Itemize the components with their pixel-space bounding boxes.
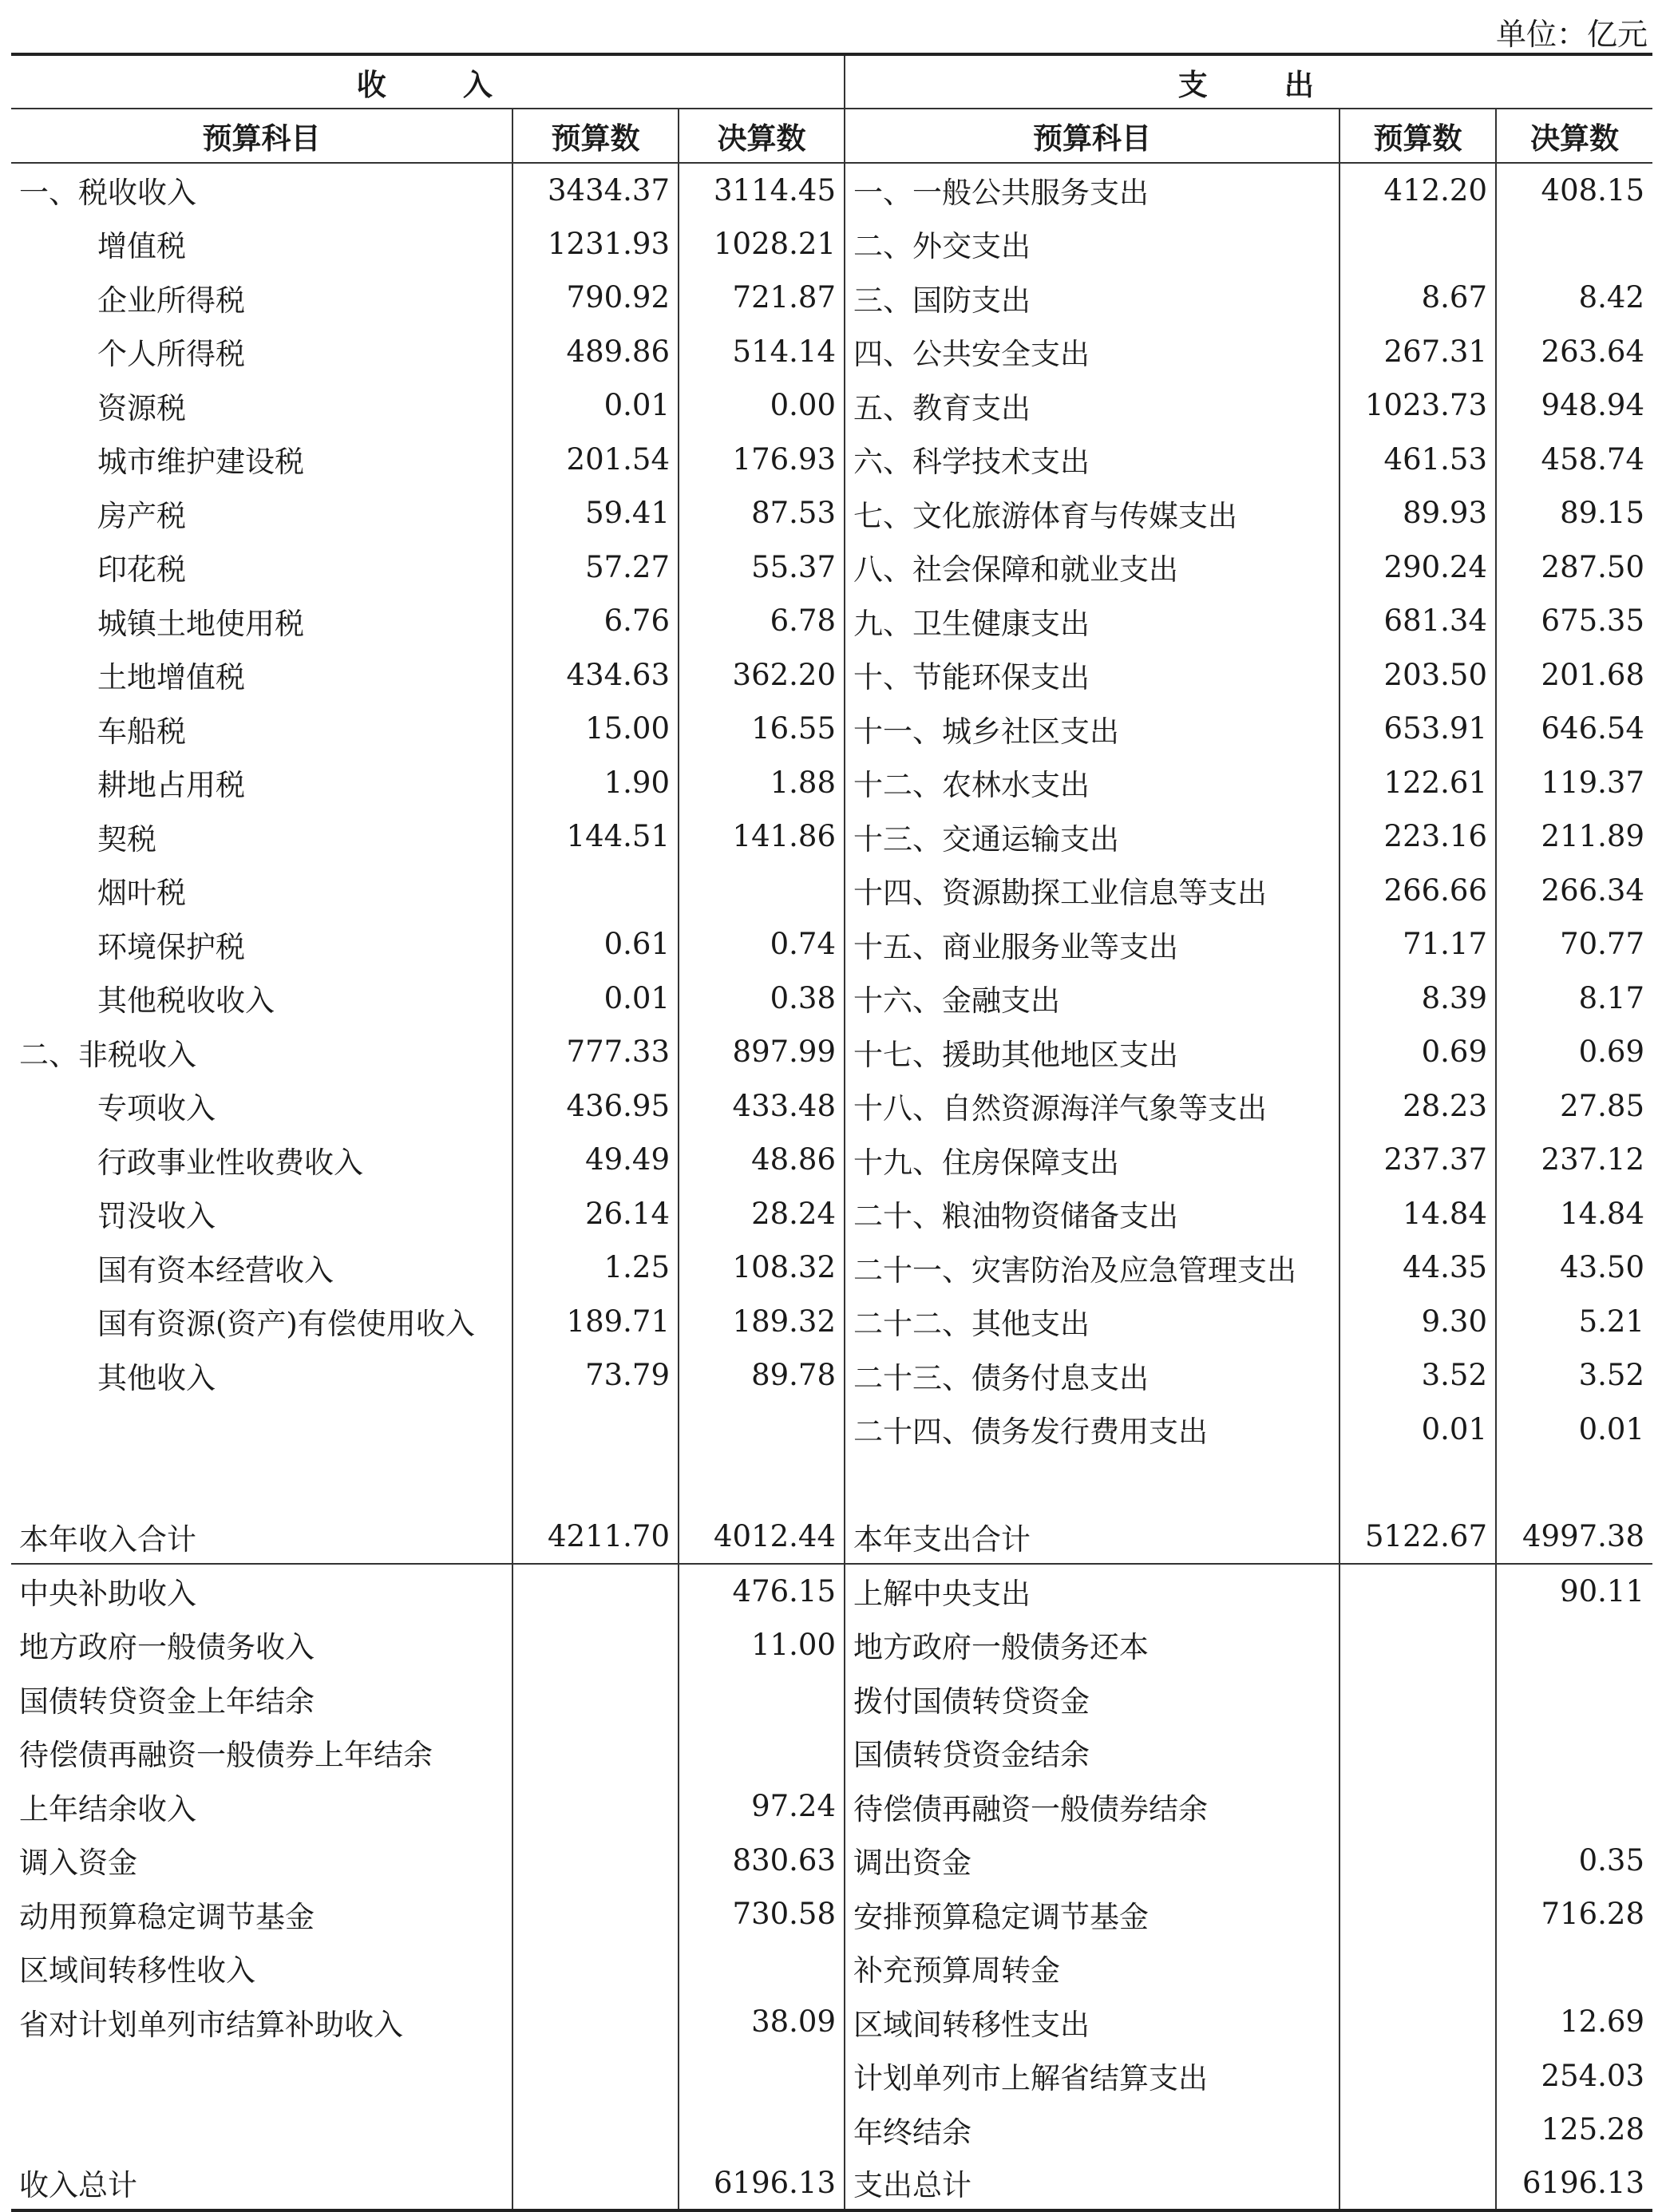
expense-subject-cell: 十六、金融支出 <box>845 971 1339 1026</box>
expense-budget-cell: 412.20 <box>1339 163 1496 217</box>
income-subject-cell: 二、非税收入 <box>19 1037 196 1072</box>
expense-final-cell: 254.03 <box>1496 2049 1652 2103</box>
income-budget-cell: 49.49 <box>512 1133 679 1187</box>
expense-budget-cell: 3.52 <box>1339 1348 1496 1403</box>
income-budget-cell <box>512 1726 679 1780</box>
expense-budget-cell: 0.01 <box>1339 1403 1496 1457</box>
income-final-cell <box>679 1403 845 1457</box>
expense-subject-cell: 二十、粮油物资储备支出 <box>845 1187 1339 1241</box>
income-final-cell: 897.99 <box>679 1025 845 1079</box>
expense-subject-cell: 一、一般公共服务支出 <box>845 163 1339 217</box>
income-subject-cell: 省对计划单列市结算补助收入 <box>19 2007 403 2042</box>
income-final-cell: 141.86 <box>679 809 845 864</box>
expense-budget-cell <box>1339 1564 1496 1618</box>
income-subject-cell: 本年收入合计 <box>11 1510 512 1565</box>
expense-subject-cell: 待偿债再融资一般债券结余 <box>845 1779 1339 1834</box>
income-budget-cell: 0.01 <box>512 971 679 1026</box>
income-subject-cell: 其他收入 <box>97 1360 216 1395</box>
income-subject-cell: 国有资本经营收入 <box>97 1252 334 1288</box>
expense-subject-header: 预算科目 <box>845 109 1339 163</box>
expense-subject-cell: 补充预算周转金 <box>845 1941 1339 1996</box>
income-budget-cell: 189.71 <box>512 1295 679 1349</box>
income-subject-cell: 中央补助收入 <box>19 1577 196 1612</box>
expense-budget-cell <box>1339 1726 1496 1780</box>
expense-budget-cell: 681.34 <box>1339 594 1496 648</box>
expense-subject-cell: 二十一、灾害防治及应急管理支出 <box>845 1241 1339 1295</box>
table-row <box>11 1779 1652 1834</box>
income-budget-cell <box>512 1618 679 1672</box>
expense-subject-cell: 十四、资源勘探工业信息等支出 <box>845 864 1339 918</box>
income-budget-cell: 790.92 <box>512 271 679 325</box>
expense-final-cell: 3.52 <box>1496 1348 1652 1403</box>
expense-budget-cell: 44.35 <box>1339 1241 1496 1295</box>
income-subject-cell: 收入总计 <box>11 2157 512 2211</box>
expense-budget-cell: 266.66 <box>1339 864 1496 918</box>
table-row <box>11 1510 1652 1565</box>
income-final-cell: 189.32 <box>679 1295 845 1349</box>
table-row <box>11 433 1652 487</box>
expense-subject-cell: 十八、自然资源海洋气象等支出 <box>845 1079 1339 1134</box>
income-subject-cell: 土地增值税 <box>97 660 245 695</box>
expense-final-cell <box>1496 1672 1652 1726</box>
expense-budget-cell: 28.23 <box>1339 1079 1496 1134</box>
expense-subject-cell: 十九、住房保障支出 <box>845 1133 1339 1187</box>
income-final-cell: 87.53 <box>679 486 845 540</box>
expense-budget-cell: 203.50 <box>1339 648 1496 702</box>
income-final-cell: 3114.45 <box>679 163 845 217</box>
table-row <box>11 2049 1652 2103</box>
table-row <box>11 1887 1652 1941</box>
expense-budget-cell <box>1339 2103 1496 2157</box>
expense-final-cell: 125.28 <box>1496 2103 1652 2157</box>
table-row <box>11 1456 1652 1510</box>
income-budget-cell <box>512 2157 679 2211</box>
expense-final-cell: 70.77 <box>1496 917 1652 971</box>
income-subject-cell: 耕地占用税 <box>97 768 245 803</box>
expense-budget-cell <box>1339 2049 1496 2103</box>
expense-final-cell <box>1496 1779 1652 1834</box>
table-row <box>11 1564 1652 1618</box>
expense-budget-cell: 8.67 <box>1339 271 1496 325</box>
expense-final-cell <box>1496 1618 1652 1672</box>
income-budget-cell: 57.27 <box>512 540 679 595</box>
expense-subject-cell: 计划单列市上解省结算支出 <box>845 2049 1339 2103</box>
expense-budget-cell: 290.24 <box>1339 540 1496 595</box>
income-group-header: 收 入 <box>11 54 845 109</box>
table-row <box>11 325 1652 379</box>
income-subject-cell: 企业所得税 <box>97 283 245 318</box>
expense-final-cell: 646.54 <box>1496 702 1652 756</box>
income-final-cell: 433.48 <box>679 1079 845 1134</box>
table-body <box>11 163 1652 2210</box>
income-budget-cell: 434.63 <box>512 648 679 702</box>
table-row <box>11 1295 1652 1349</box>
table-row <box>11 1025 1652 1079</box>
table-row <box>11 540 1652 595</box>
expense-subject-cell: 安排预算稳定调节基金 <box>845 1887 1339 1941</box>
income-budget-cell: 73.79 <box>512 1348 679 1403</box>
table-row <box>11 864 1652 918</box>
expense-budget-cell: 9.30 <box>1339 1295 1496 1349</box>
income-budget-cell <box>512 1403 679 1457</box>
expense-subject-cell: 十、节能环保支出 <box>845 648 1339 702</box>
income-budget-cell: 6.76 <box>512 594 679 648</box>
expense-final-cell <box>1496 1941 1652 1996</box>
income-subject-cell: 个人所得税 <box>97 337 245 372</box>
income-subject-cell: 房产税 <box>97 498 186 533</box>
expense-final-cell: 287.50 <box>1496 540 1652 595</box>
table-row <box>11 1241 1652 1295</box>
expense-subject-cell: 三、国防支出 <box>845 271 1339 325</box>
expense-budget-cell <box>1339 217 1496 271</box>
income-final-cell: 108.32 <box>679 1241 845 1295</box>
expense-final-cell: 8.42 <box>1496 271 1652 325</box>
income-subject-cell: 城市维护建设税 <box>97 445 304 480</box>
expense-subject-cell: 国债转贷资金结余 <box>845 1726 1339 1780</box>
income-subject-cell: 其他税收收入 <box>97 983 275 1019</box>
income-final-header: 决算数 <box>679 109 845 163</box>
expense-subject-cell: 二、外交支出 <box>845 217 1339 271</box>
expense-final-cell: 0.69 <box>1496 1025 1652 1079</box>
table-row <box>11 1133 1652 1187</box>
expense-subject-cell: 六、科学技术支出 <box>845 433 1339 487</box>
income-final-cell: 1.88 <box>679 756 845 810</box>
budget-table <box>11 53 1652 2212</box>
table-row <box>11 486 1652 540</box>
income-subject-cell: 一、税收收入 <box>19 176 196 211</box>
income-final-cell: 830.63 <box>679 1834 845 1888</box>
income-budget-cell: 0.01 <box>512 378 679 433</box>
table-row <box>11 594 1652 648</box>
expense-final-cell: 8.17 <box>1496 971 1652 1026</box>
expense-subject-cell: 区域间转移性支出 <box>845 1995 1339 2049</box>
expense-subject-cell: 二十三、债务付息支出 <box>845 1348 1339 1403</box>
expense-budget-cell <box>1339 1456 1496 1510</box>
income-subject-cell: 动用预算稳定调节基金 <box>19 1899 315 1934</box>
expense-final-cell: 89.15 <box>1496 486 1652 540</box>
expense-final-cell: 12.69 <box>1496 1995 1652 2049</box>
income-budget-cell: 0.61 <box>512 917 679 971</box>
income-final-cell: 48.86 <box>679 1133 845 1187</box>
income-final-cell: 1028.21 <box>679 217 845 271</box>
expense-final-cell: 27.85 <box>1496 1079 1652 1134</box>
expense-final-cell: 43.50 <box>1496 1241 1652 1295</box>
income-final-cell <box>679 2049 845 2103</box>
expense-budget-cell <box>1339 1834 1496 1888</box>
column-header-row <box>11 109 1652 163</box>
income-final-cell: 89.78 <box>679 1348 845 1403</box>
expense-subject-cell: 十七、援助其他地区支出 <box>845 1025 1339 1079</box>
expense-budget-cell: 267.31 <box>1339 325 1496 379</box>
expense-final-cell <box>1496 217 1652 271</box>
unit-label: 单位：亿元 <box>1495 17 1648 52</box>
expense-final-cell: 5.21 <box>1496 1295 1652 1349</box>
expense-subject-cell: 九、卫生健康支出 <box>845 594 1339 648</box>
income-budget-cell <box>512 2049 679 2103</box>
table-row <box>11 2157 1652 2211</box>
table-row <box>11 217 1652 271</box>
expense-subject-cell: 十一、城乡社区支出 <box>845 702 1339 756</box>
table-row <box>11 1995 1652 2049</box>
expense-subject-cell <box>845 1456 1339 1510</box>
expense-budget-cell <box>1339 1941 1496 1996</box>
income-subject-cell <box>11 2049 512 2103</box>
expense-budget-cell: 0.69 <box>1339 1025 1496 1079</box>
expense-budget-cell: 653.91 <box>1339 702 1496 756</box>
income-subject-cell: 环境保护税 <box>97 929 245 964</box>
expense-subject-cell: 四、公共安全支出 <box>845 325 1339 379</box>
expense-budget-cell <box>1339 1995 1496 2049</box>
expense-budget-cell: 1023.73 <box>1339 378 1496 433</box>
expense-subject-cell: 八、社会保障和就业支出 <box>845 540 1339 595</box>
expense-final-cell: 0.01 <box>1496 1403 1652 1457</box>
income-final-cell: 721.87 <box>679 271 845 325</box>
table-row <box>11 1672 1652 1726</box>
table-row <box>11 756 1652 810</box>
table-row <box>11 917 1652 971</box>
expense-budget-cell: 223.16 <box>1339 809 1496 864</box>
expense-budget-cell <box>1339 2157 1496 2211</box>
income-budget-cell: 59.41 <box>512 486 679 540</box>
income-subject-cell: 国债转贷资金上年结余 <box>19 1684 315 1719</box>
expense-final-cell <box>1496 1456 1652 1510</box>
income-budget-cell <box>512 864 679 918</box>
expense-budget-cell: 5122.67 <box>1339 1510 1496 1565</box>
income-budget-cell: 436.95 <box>512 1079 679 1134</box>
expense-subject-cell: 五、教育支出 <box>845 378 1339 433</box>
income-final-cell: 11.00 <box>679 1618 845 1672</box>
income-final-cell: 16.55 <box>679 702 845 756</box>
table-row <box>11 1187 1652 1241</box>
income-final-cell: 6196.13 <box>679 2157 845 2211</box>
income-budget-cell <box>512 1672 679 1726</box>
expense-subject-cell: 七、文化旅游体育与传媒支出 <box>845 486 1339 540</box>
income-subject-cell <box>11 1456 512 1510</box>
table-row <box>11 971 1652 1026</box>
table-row <box>11 809 1652 864</box>
income-subject-cell: 行政事业性收费收入 <box>97 1145 363 1180</box>
table-row <box>11 1941 1652 1996</box>
income-final-cell: 0.74 <box>679 917 845 971</box>
expense-final-cell: 408.15 <box>1496 163 1652 217</box>
expense-final-cell: 14.84 <box>1496 1187 1652 1241</box>
income-budget-cell: 201.54 <box>512 433 679 487</box>
expense-subject-cell: 二十二、其他支出 <box>845 1295 1339 1349</box>
income-final-cell <box>679 1456 845 1510</box>
income-budget-cell: 489.86 <box>512 325 679 379</box>
income-final-cell <box>679 2103 845 2157</box>
income-budget-cell: 1.25 <box>512 1241 679 1295</box>
expense-group-header: 支 出 <box>845 54 1652 109</box>
table-row <box>11 1348 1652 1403</box>
income-subject-cell: 待偿债再融资一般债券上年结余 <box>19 1738 433 1773</box>
table-row <box>11 1079 1652 1134</box>
income-final-cell: 28.24 <box>679 1187 845 1241</box>
income-subject-cell <box>11 1403 512 1457</box>
table-row <box>11 1618 1652 1672</box>
expense-subject-cell: 十二、农林水支出 <box>845 756 1339 810</box>
table-row <box>11 702 1652 756</box>
income-budget-cell <box>512 1887 679 1941</box>
income-subject-cell: 资源税 <box>97 390 186 425</box>
income-final-cell <box>679 1941 845 1996</box>
expense-budget-cell: 89.93 <box>1339 486 1496 540</box>
expense-final-cell: 211.89 <box>1496 809 1652 864</box>
income-budget-cell <box>512 1564 679 1618</box>
expense-final-cell: 266.34 <box>1496 864 1652 918</box>
expense-subject-cell: 地方政府一般债务还本 <box>845 1618 1339 1672</box>
expense-subject-cell: 拨付国债转贷资金 <box>845 1672 1339 1726</box>
income-final-cell: 0.38 <box>679 971 845 1026</box>
income-subject-header: 预算科目 <box>11 109 512 163</box>
income-subject-cell: 烟叶税 <box>97 876 186 911</box>
table-row <box>11 1726 1652 1780</box>
income-final-cell: 476.15 <box>679 1564 845 1618</box>
table-row <box>11 1403 1652 1457</box>
income-final-cell: 38.09 <box>679 1995 845 2049</box>
table-row <box>11 2103 1652 2157</box>
expense-final-cell <box>1496 1726 1652 1780</box>
income-budget-cell <box>512 1456 679 1510</box>
table-row <box>11 648 1652 702</box>
expense-final-cell: 201.68 <box>1496 648 1652 702</box>
income-subject-cell: 印花税 <box>97 552 186 588</box>
expense-final-cell: 263.64 <box>1496 325 1652 379</box>
expense-budget-cell <box>1339 1779 1496 1834</box>
expense-budget-cell <box>1339 1887 1496 1941</box>
expense-subject-cell: 支出总计 <box>845 2157 1339 2211</box>
income-budget-cell: 777.33 <box>512 1025 679 1079</box>
expense-final-cell: 237.12 <box>1496 1133 1652 1187</box>
expense-final-cell: 119.37 <box>1496 756 1652 810</box>
income-subject-cell: 区域间转移性收入 <box>19 1953 255 1988</box>
expense-final-cell: 0.35 <box>1496 1834 1652 1888</box>
group-header-row <box>11 54 1652 109</box>
income-final-cell: 0.00 <box>679 378 845 433</box>
income-final-cell: 730.58 <box>679 1887 845 1941</box>
income-subject-cell: 车船税 <box>97 714 186 749</box>
income-final-cell: 97.24 <box>679 1779 845 1834</box>
income-final-cell: 362.20 <box>679 648 845 702</box>
income-budget-cell: 144.51 <box>512 809 679 864</box>
income-final-cell: 514.14 <box>679 325 845 379</box>
expense-final-header: 决算数 <box>1496 109 1652 163</box>
expense-budget-header: 预算数 <box>1339 109 1496 163</box>
income-subject-cell: 城镇土地使用税 <box>97 606 304 641</box>
table-row <box>11 271 1652 325</box>
income-final-cell: 176.93 <box>679 433 845 487</box>
expense-budget-cell: 71.17 <box>1339 917 1496 971</box>
expense-final-cell: 458.74 <box>1496 433 1652 487</box>
expense-budget-cell: 14.84 <box>1339 1187 1496 1241</box>
income-subject-cell: 专项收入 <box>97 1091 216 1126</box>
income-budget-cell: 15.00 <box>512 702 679 756</box>
income-budget-cell: 3434.37 <box>512 163 679 217</box>
income-final-cell <box>679 1672 845 1726</box>
expense-subject-cell: 上解中央支出 <box>845 1564 1339 1618</box>
income-subject-cell: 调入资金 <box>19 1846 137 1881</box>
expense-budget-cell: 237.37 <box>1339 1133 1496 1187</box>
expense-subject-cell: 调出资金 <box>845 1834 1339 1888</box>
income-subject-cell <box>11 2103 512 2157</box>
income-subject-cell: 增值税 <box>97 229 186 264</box>
expense-budget-cell: 461.53 <box>1339 433 1496 487</box>
income-budget-cell <box>512 1779 679 1834</box>
expense-final-cell: 716.28 <box>1496 1887 1652 1941</box>
income-subject-cell: 罚没收入 <box>97 1199 216 1234</box>
expense-final-cell: 90.11 <box>1496 1564 1652 1618</box>
expense-subject-cell: 十三、交通运输支出 <box>845 809 1339 864</box>
expense-budget-cell: 122.61 <box>1339 756 1496 810</box>
expense-subject-cell: 本年支出合计 <box>845 1510 1339 1565</box>
income-budget-cell <box>512 1834 679 1888</box>
table-row <box>11 163 1652 217</box>
income-final-cell <box>679 1726 845 1780</box>
expense-budget-cell <box>1339 1672 1496 1726</box>
expense-budget-cell: 8.39 <box>1339 971 1496 1026</box>
income-final-cell: 6.78 <box>679 594 845 648</box>
income-budget-cell: 1231.93 <box>512 217 679 271</box>
expense-subject-cell: 二十四、债务发行费用支出 <box>845 1403 1339 1457</box>
income-budget-cell <box>512 1995 679 2049</box>
expense-subject-cell: 年终结余 <box>845 2103 1339 2157</box>
income-budget-cell <box>512 1941 679 1996</box>
table-row <box>11 1834 1652 1888</box>
income-budget-cell <box>512 2103 679 2157</box>
income-subject-cell: 地方政府一般债务收入 <box>19 1630 315 1665</box>
income-budget-cell: 1.90 <box>512 756 679 810</box>
income-final-cell: 55.37 <box>679 540 845 595</box>
expense-final-cell: 948.94 <box>1496 378 1652 433</box>
income-budget-header: 预算数 <box>512 109 679 163</box>
income-subject-cell: 上年结余收入 <box>19 1791 196 1826</box>
expense-budget-cell <box>1339 1618 1496 1672</box>
income-subject-cell: 契税 <box>97 821 156 857</box>
income-budget-cell: 26.14 <box>512 1187 679 1241</box>
expense-final-cell: 6196.13 <box>1496 2157 1652 2211</box>
table-row <box>11 378 1652 433</box>
income-budget-cell: 4211.70 <box>512 1510 679 1565</box>
income-final-cell: 4012.44 <box>679 1510 845 1565</box>
expense-final-cell: 4997.38 <box>1496 1510 1652 1565</box>
expense-final-cell: 675.35 <box>1496 594 1652 648</box>
expense-subject-cell: 十五、商业服务业等支出 <box>845 917 1339 971</box>
income-final-cell <box>679 864 845 918</box>
income-subject-cell: 国有资源(资产)有偿使用收入 <box>97 1307 475 1342</box>
